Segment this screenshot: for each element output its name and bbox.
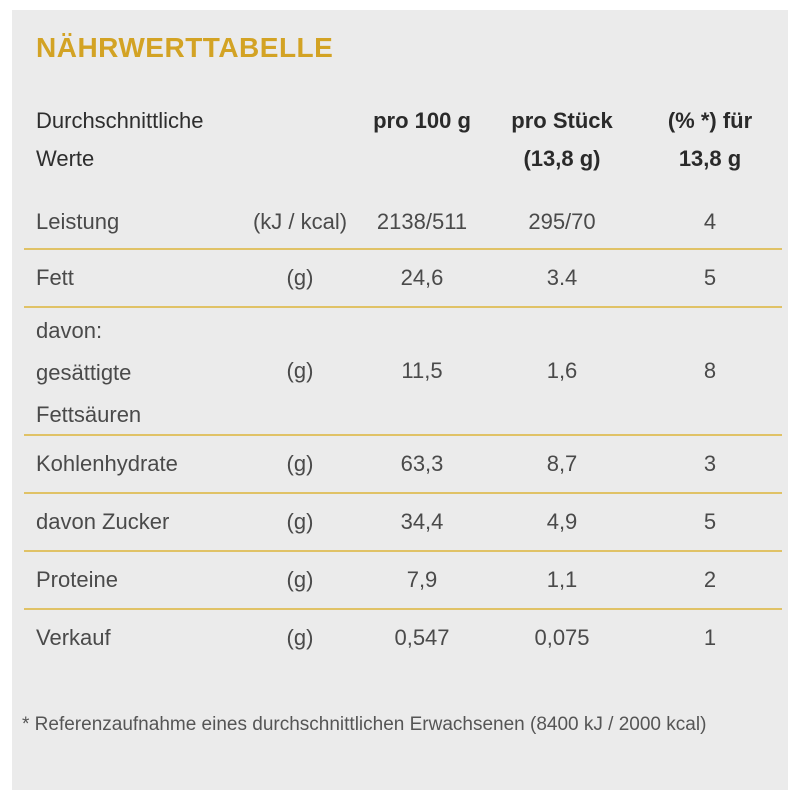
header-line: Werte bbox=[36, 146, 95, 171]
row-label-line: Proteine bbox=[36, 567, 118, 592]
row-per-100g: 7,9 bbox=[406, 567, 438, 592]
row-unit: (g) bbox=[286, 265, 314, 290]
row-per-100g: 63,3 bbox=[400, 451, 444, 476]
row-label bbox=[36, 610, 246, 666]
row-label-line: Kohlenhydrate bbox=[36, 451, 178, 476]
row-per-100g: 0,547 bbox=[394, 625, 450, 650]
nutrition-panel bbox=[12, 10, 788, 790]
row-label bbox=[36, 250, 246, 306]
table-row bbox=[24, 250, 782, 308]
row-per-piece: 4,9 bbox=[546, 509, 578, 534]
row-per-100g: 24,6 bbox=[400, 265, 444, 290]
table-row bbox=[24, 610, 782, 666]
row-per-piece: 3.4 bbox=[546, 265, 578, 290]
row-unit: (g) bbox=[286, 567, 314, 592]
table-row bbox=[24, 494, 782, 552]
row-per-100g: 34,4 bbox=[400, 509, 444, 534]
header-values-label bbox=[36, 102, 266, 178]
footnote: * Referenzaufnahme eines durchschnittlichen Erwachsenen (8400 kJ / 2000 kcal) bbox=[22, 714, 707, 735]
row-per-piece: 8,7 bbox=[546, 451, 578, 476]
header-line: (13,8 g) bbox=[523, 146, 601, 171]
row-label-line: gesättigte bbox=[36, 360, 132, 385]
row-percent: 3 bbox=[703, 451, 717, 476]
row-percent: 4 bbox=[703, 209, 717, 234]
table-row bbox=[24, 196, 782, 250]
table-row bbox=[24, 308, 782, 436]
table-row bbox=[24, 436, 782, 494]
row-unit: (g) bbox=[286, 509, 314, 534]
header-line: pro 100 g bbox=[373, 108, 471, 133]
header-percent bbox=[640, 102, 780, 178]
row-label bbox=[36, 552, 246, 608]
row-per-piece: 1,1 bbox=[546, 567, 578, 592]
row-label-line: Fettsäuren bbox=[36, 402, 142, 427]
row-per-piece: 295/70 bbox=[528, 209, 596, 234]
row-label bbox=[36, 308, 246, 434]
row-label-line: davon: bbox=[36, 318, 103, 343]
row-label-line: Leistung bbox=[36, 209, 120, 234]
row-percent: 5 bbox=[703, 265, 717, 290]
row-unit: (g) bbox=[286, 625, 314, 650]
row-per-100g: 11,5 bbox=[401, 358, 443, 383]
table-row bbox=[24, 552, 782, 610]
row-per-100g: 2138/511 bbox=[376, 209, 468, 234]
row-label bbox=[36, 436, 246, 492]
row-per-piece: 0,075 bbox=[534, 625, 590, 650]
header-line: Durchschnittliche bbox=[36, 108, 204, 133]
row-percent: 5 bbox=[703, 509, 717, 534]
page-title: NÄHRWERTTABELLE bbox=[36, 32, 334, 63]
header-line: pro Stück bbox=[511, 108, 613, 133]
header-per-piece bbox=[492, 102, 632, 178]
row-label-line: Verkauf bbox=[36, 625, 111, 650]
row-unit: (kJ / kcal) bbox=[252, 209, 348, 234]
header-per-100g bbox=[352, 102, 492, 140]
row-per-piece: 1,6 bbox=[546, 358, 578, 383]
row-unit: (g) bbox=[286, 358, 314, 383]
header-line: 13,8 g bbox=[678, 146, 742, 171]
row-percent: 8 bbox=[703, 358, 717, 383]
row-percent: 2 bbox=[703, 567, 717, 592]
row-label-line: Fett bbox=[36, 265, 74, 290]
header-line: (% *) für bbox=[667, 108, 753, 133]
row-label bbox=[36, 494, 246, 550]
row-label-line: davon Zucker bbox=[36, 509, 170, 534]
row-unit: (g) bbox=[286, 451, 314, 476]
row-label bbox=[36, 196, 246, 248]
row-percent: 1 bbox=[703, 625, 717, 650]
